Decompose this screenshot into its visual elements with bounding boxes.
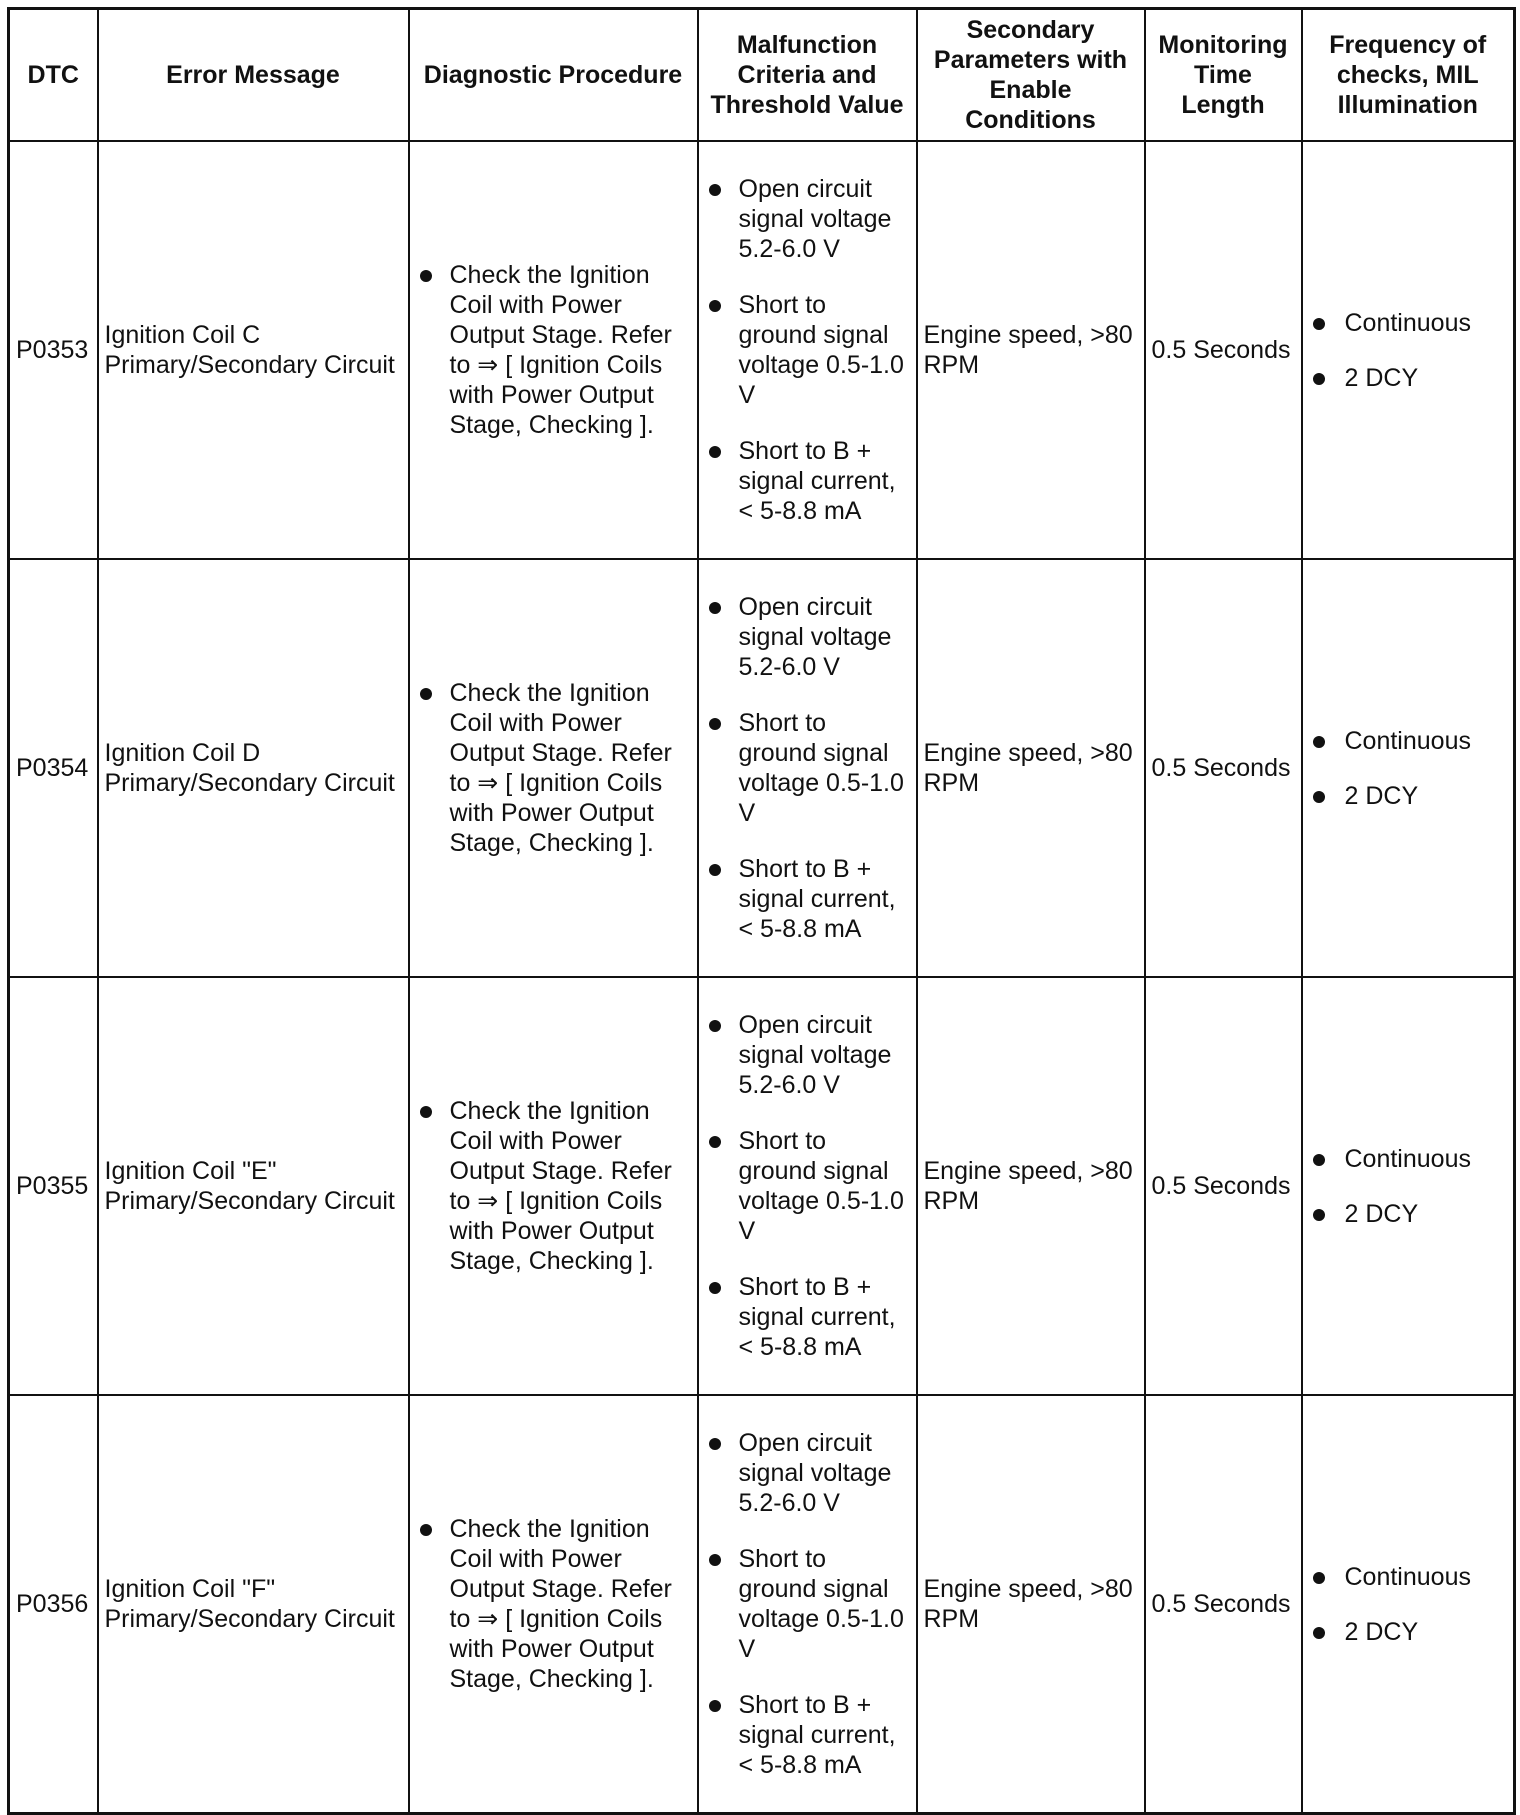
header-secondary-parameters: Secondary Parameters with Enable Conditions [917, 9, 1145, 142]
criteria-item: Short to ground signal voltage 0.5-1.0 V [705, 290, 910, 410]
criteria-item: Short to ground signal voltage 0.5-1.0 V [705, 1544, 910, 1664]
header-dtc: DTC [9, 9, 98, 142]
error-message: Ignition Coil "F" Primary/Secondary Circuit [98, 1395, 409, 1814]
secondary-parameters: Engine speed, >80 RPM [917, 141, 1145, 559]
criteria-item: Short to ground signal voltage 0.5-1.0 V [705, 708, 910, 828]
malfunction-criteria [698, 1395, 917, 1814]
malfunction-criteria [698, 977, 917, 1395]
frequency [1302, 559, 1515, 977]
frequency-item: Continuous [1309, 726, 1508, 756]
diagnostic-procedure [409, 141, 698, 559]
table-row [9, 977, 1515, 1395]
criteria-item: Short to B + signal current, < 5-8.8 mA [705, 436, 910, 526]
frequency-item: 2 DCY [1309, 1617, 1508, 1647]
header-frequency: Frequency of checks, MIL Illumination [1302, 9, 1515, 142]
frequency-item: Continuous [1309, 1144, 1508, 1174]
criteria-item: Open circuit signal voltage 5.2-6.0 V [705, 174, 910, 264]
header-error-message: Error Message [98, 9, 409, 142]
criteria-item: Open circuit signal voltage 5.2-6.0 V [705, 592, 910, 682]
criteria-item: Short to ground signal voltage 0.5-1.0 V [705, 1126, 910, 1246]
monitoring-time: 0.5 Seconds [1145, 1395, 1302, 1814]
secondary-parameters: Engine speed, >80 RPM [917, 1395, 1145, 1814]
header-monitoring-time: Monitoring Time Length [1145, 9, 1302, 142]
error-message: Ignition Coil D Primary/Secondary Circuit [98, 559, 409, 977]
diagnostic-procedure [409, 977, 698, 1395]
frequency-item: 2 DCY [1309, 363, 1508, 393]
procedure-item: Check the Ignition Coil with Power Output Stage. Refer to ⇒ [ Ignition Coils with Power Output Stage, Checking ]. [416, 678, 691, 858]
error-message: Ignition Coil "E" Primary/Secondary Circuit [98, 977, 409, 1395]
frequency-item: Continuous [1309, 1562, 1508, 1592]
frequency-item: Continuous [1309, 308, 1508, 338]
malfunction-criteria [698, 559, 917, 977]
diagnostic-procedure [409, 1395, 698, 1814]
procedure-item: Check the Ignition Coil with Power Output Stage. Refer to ⇒ [ Ignition Coils with Power Output Stage, Checking ]. [416, 260, 691, 440]
secondary-parameters: Engine speed, >80 RPM [917, 559, 1145, 977]
criteria-item: Short to B + signal current, < 5-8.8 mA [705, 854, 910, 944]
monitoring-time: 0.5 Seconds [1145, 559, 1302, 977]
dtc-code: P0355 [9, 977, 98, 1395]
secondary-parameters: Engine speed, >80 RPM [917, 977, 1145, 1395]
monitoring-time: 0.5 Seconds [1145, 141, 1302, 559]
header-diagnostic-procedure: Diagnostic Procedure [409, 9, 698, 142]
dtc-code: P0356 [9, 1395, 98, 1814]
table-row [9, 559, 1515, 977]
frequency-item: 2 DCY [1309, 1199, 1508, 1229]
frequency [1302, 977, 1515, 1395]
header-malfunction-criteria: Malfunction Criteria and Threshold Value [698, 9, 917, 142]
dtc-table [7, 7, 1516, 1815]
procedure-item: Check the Ignition Coil with Power Output Stage. Refer to ⇒ [ Ignition Coils with Power Output Stage, Checking ]. [416, 1096, 691, 1276]
procedure-item: Check the Ignition Coil with Power Output Stage. Refer to ⇒ [ Ignition Coils with Power Output Stage, Checking ]. [416, 1514, 691, 1694]
monitoring-time: 0.5 Seconds [1145, 977, 1302, 1395]
dtc-code: P0354 [9, 559, 98, 977]
frequency [1302, 1395, 1515, 1814]
malfunction-criteria [698, 141, 917, 559]
frequency [1302, 141, 1515, 559]
dtc-code: P0353 [9, 141, 98, 559]
header-row [9, 9, 1515, 142]
table-row [9, 141, 1515, 559]
table-row [9, 1395, 1515, 1814]
frequency-item: 2 DCY [1309, 781, 1508, 811]
diagnostic-procedure [409, 559, 698, 977]
error-message: Ignition Coil C Primary/Secondary Circuit [98, 141, 409, 559]
criteria-item: Short to B + signal current, < 5-8.8 mA [705, 1272, 910, 1362]
criteria-item: Open circuit signal voltage 5.2-6.0 V [705, 1428, 910, 1518]
criteria-item: Short to B + signal current, < 5-8.8 mA [705, 1690, 910, 1780]
criteria-item: Open circuit signal voltage 5.2-6.0 V [705, 1010, 910, 1100]
